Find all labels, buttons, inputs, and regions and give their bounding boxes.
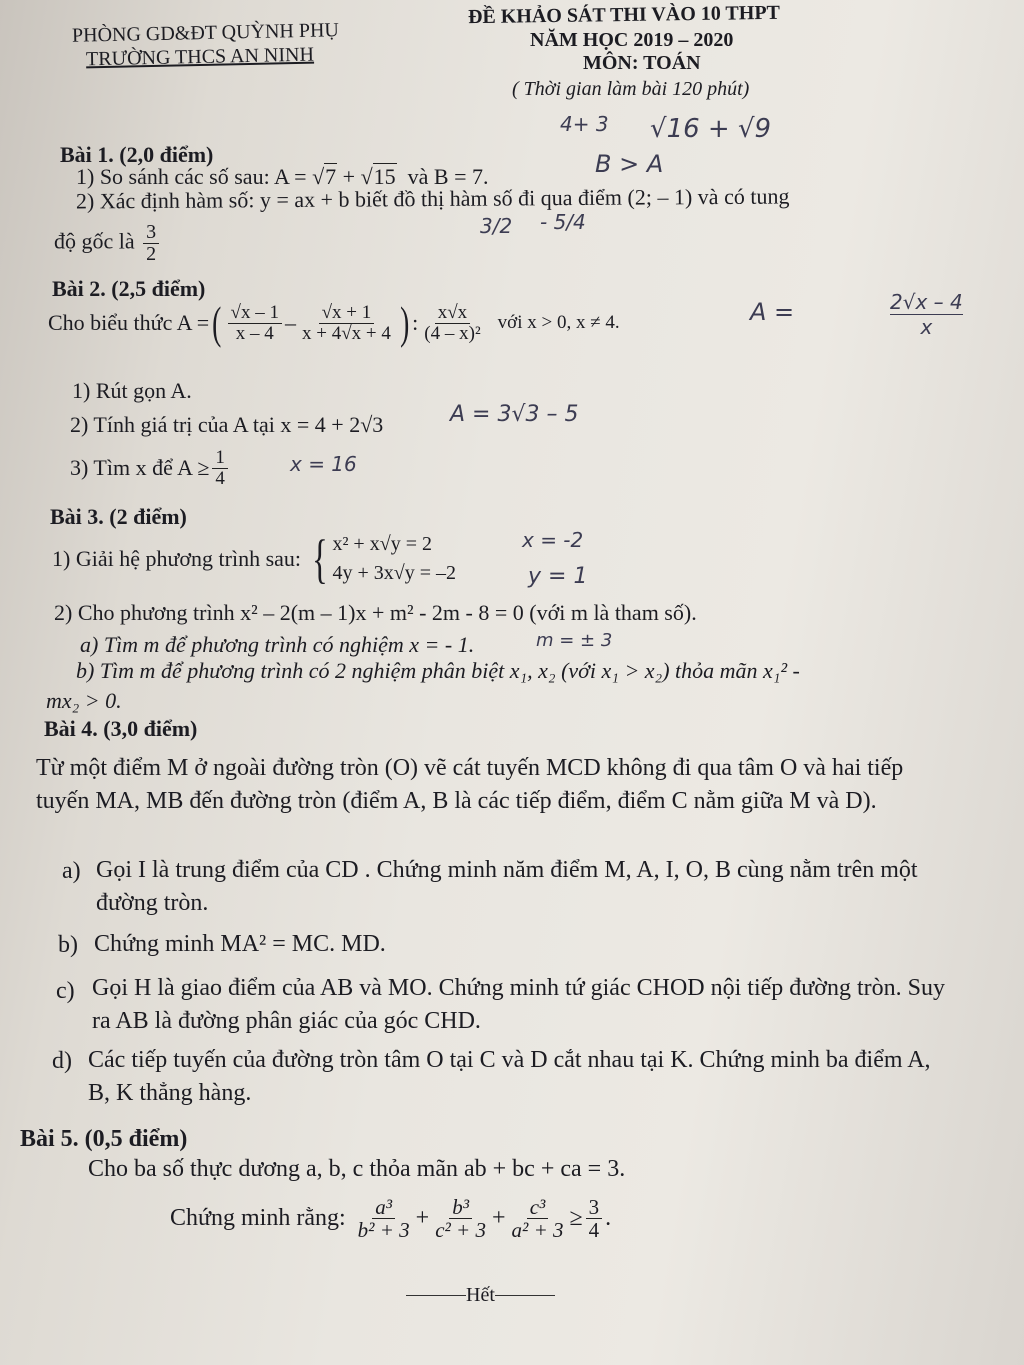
time-limit: ( Thời gian làm bài 120 phút): [512, 78, 750, 100]
department-name: PHÒNG GD&ĐT QUỲNH PHỤ: [71, 19, 340, 47]
handwritten-note: B > A: [595, 150, 664, 178]
problem-4-d-label: d): [52, 1048, 72, 1074]
handwritten-note: √16 + √9: [650, 114, 772, 144]
problem-4-intro: Từ một điểm M ở ngoài đường tròn (O) vẽ cát tuyến MCD không đi qua tâm O và hai tiếp tuyến MA, MB đến đường tròn (điểm A, B là các tiếp điểm, điểm C nằm giữa M và D).: [36, 755, 904, 814]
problem-1-title: Bài 1. (2,0 điểm): [60, 142, 214, 167]
problem-3-title: Bài 3. (2 điểm): [50, 504, 187, 529]
problem-1-part-1: 1) So sánh các số sau: A = √7 + √15 và B = 7.: [76, 164, 489, 189]
problem-2-expression: Cho biểu thức A = ( $\frac{√x - 1}{x - 4}$ – $\frac{√x + 1}{x + 4√x + 4}$ ) : $\frac{x√x}{\text{(4 – x)²}}$ với x > 0, x ≠ 4.: [48, 297, 620, 348]
handwritten-note: x = 16: [290, 452, 357, 476]
problem-4-a: Gọi I là trung điểm của CD . Chứng minh năm điểm M, A, I, O, B cùng nằm trên một đường tròn.: [96, 857, 918, 916]
school-year: NĂM HỌC 2019 – 2020: [530, 29, 734, 51]
problem-4-c-label: c): [56, 978, 75, 1004]
problem-3-part-2: 2) Cho phương trình x² – 2(m – 1)x + m² - 2m - 8 = 0 (với m là tham số).: [54, 600, 697, 625]
problem-5-intro: Cho ba số thực dương a, b, c thỏa mãn ab + bc + ca = 3.: [88, 1156, 626, 1182]
end-marker: Hết: [406, 1284, 555, 1307]
handwritten-note: A = 3√3 – 5: [450, 402, 579, 427]
handwritten-note: - 5/4: [540, 210, 586, 234]
problem-3-part-1: 1) Giải hệ phương trình sau: { x² + x√y = 2 4y + 3x√y = –2: [52, 529, 456, 589]
problem-3-part-2a: a) Tìm m để phương trình có nghiệm x = - 1.: [80, 632, 475, 657]
school-name: TRƯỜNG THCS AN NINH: [85, 43, 315, 71]
handwritten-note: y = 1: [528, 564, 588, 589]
problem-2-part-1: 1) Rút gọn A.: [72, 378, 192, 403]
problem-2-title: Bài 2. (2,5 điểm): [52, 276, 206, 301]
problem-1-part-2: 2) Xác định hàm số: y = ax + b biết đồ thị hàm số đi qua điểm (2; – 1) và có tung: [75, 183, 790, 214]
handwritten-note: x = -2: [522, 528, 584, 552]
problem-4-c: Gọi H là giao điểm của AB và MO. Chứng minh tứ giác CHOD nội tiếp đường tròn. Suy ra AB là đường phân giác của góc CHD.: [92, 975, 945, 1034]
subject: MÔN: TOÁN: [583, 52, 701, 74]
problem-4-b: Chứng minh MA² = MC. MD.: [94, 931, 386, 957]
problem-3-part-2b: b) Tìm m để phương trình có 2 nghiệm phân biệt x₁, x₂ (với x₁ > x₂) thỏa mãn x₁² -: [76, 658, 800, 683]
problem-4-a-label: a): [62, 858, 81, 884]
problem-4-d: Các tiếp tuyến của đường tròn tâm O tại C và D cắt nhau tại K. Chứng minh ba điểm A, B, K thẳng hàng.: [88, 1047, 931, 1106]
handwritten-note: 3/2: [480, 214, 513, 238]
problem-1-part-2-cont: độ gốc là $\frac{3}{2}$: [54, 222, 162, 265]
problem-5-title: Bài 5. (0,5 điểm): [20, 1126, 188, 1152]
problem-4-title: Bài 4. (3,0 điểm): [44, 716, 198, 741]
handwritten-note: A =: [750, 298, 795, 326]
problem-5-inequality: Chứng minh rằng: $\frac{\text{a³}}{\text{b² + 3}}$ + $\frac{\text{b³}}{\text{c² + 3}}$ + $\frac{\text{c³}}{\text{a² + 3}}$ ≥ $\frac{3}{4}$ .: [170, 1195, 612, 1243]
handwritten-note: m = ± 3: [536, 630, 613, 651]
problem-3-part-2b-cont: mx₂ > 0.: [46, 688, 122, 713]
handwritten-note: 4+ 3: [560, 112, 609, 136]
problem-2-part-2: 2) Tính giá trị của A tại x = 4 + 2√3: [70, 412, 384, 437]
exam-title: ĐỀ KHẢO SÁT THI VÀO 10 THPT: [467, 1, 781, 29]
handwritten-fraction: 2√x – 4 x: [890, 290, 963, 339]
problem-2-part-3: 3) Tìm x để A ≥ $\frac{1}{4}$: [70, 448, 231, 489]
problem-4-b-label: b): [58, 932, 78, 958]
